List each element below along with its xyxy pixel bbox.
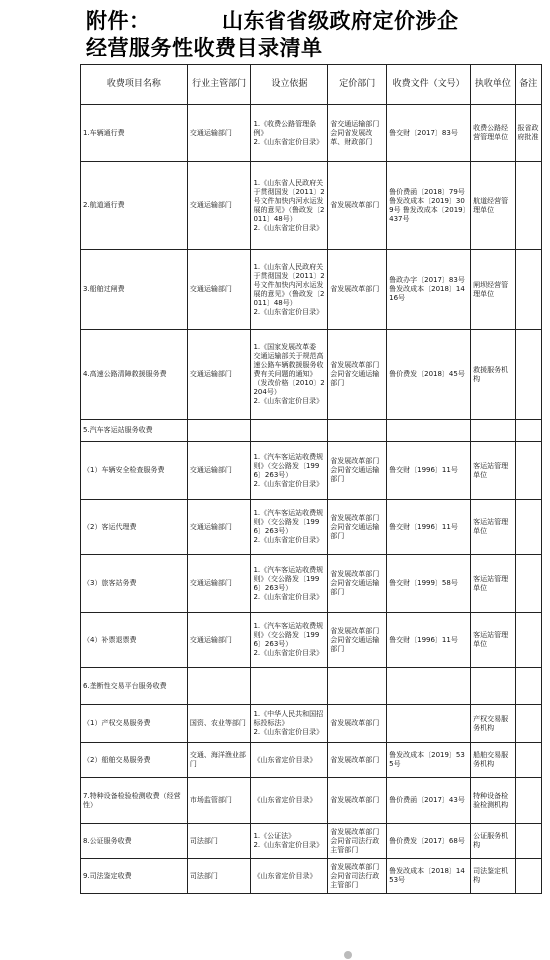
basis-cell — [251, 743, 328, 778]
header-cell: 执收单位 — [471, 65, 515, 105]
basis-line: 1.《山东省人民政府关于贯彻国发〔2011〕2号文件加快内河水运发展的意见》（鲁政发〔2011〕48号） — [253, 178, 325, 223]
department-cell: 司法部门 — [187, 824, 251, 859]
pricing-dept-cell: 省发展改革部门 — [328, 250, 387, 330]
basis-line: 1.《汽车客运站收费规则》（交公路发〔1996〕263号） — [253, 509, 324, 535]
empty-cell — [328, 668, 387, 705]
empty-cell — [328, 420, 387, 442]
basis-line: 1.《国家发展改革委 交通运输部关于规范高速公路车辆救援服务收费有关问题的通知》（发改价格〔2010〕2204号） — [253, 343, 325, 396]
pricing-dept-cell: 省发展改革部门 — [328, 705, 387, 743]
basis-cell — [251, 330, 328, 420]
basis-cell — [251, 613, 328, 668]
note-cell — [515, 824, 541, 859]
item-name-cell: 3.船舶过闸费 — [81, 250, 188, 330]
table-row — [81, 500, 542, 555]
department-cell: 市场监管部门 — [187, 778, 251, 824]
fee-document-cell: 鲁价费函〔2018〕79号 鲁发改成本〔2019〕309号 鲁发改成本〔2019〕437号 — [387, 162, 471, 250]
item-name-cell: 7.特种设备检验检测收费（经营性） — [81, 778, 188, 824]
item-name-cell: 9.司法鉴定收费 — [81, 859, 188, 894]
basis-cell — [251, 824, 328, 859]
header-cell: 收费项目名称 — [81, 65, 188, 105]
empty-cell — [387, 420, 471, 442]
header-row — [81, 65, 542, 105]
department-cell: 交通运输部门 — [187, 105, 251, 162]
fee-catalog-table — [80, 64, 542, 894]
note-cell — [515, 330, 541, 420]
collecting-unit-cell: 航道经营管理单位 — [471, 162, 515, 250]
note-cell — [515, 500, 541, 555]
basis-cell — [251, 778, 328, 824]
table-row — [81, 330, 542, 420]
fee-document-cell: 鲁发改成本〔2019〕535号 — [387, 743, 471, 778]
header-cell: 备注 — [515, 65, 541, 105]
table-row — [81, 250, 542, 330]
basis-cell — [251, 705, 328, 743]
basis-line: 1.《汽车客运站收费规则》（交公路发〔1996〕263号） — [253, 622, 324, 648]
basis-line: 《山东省定价目录》 — [253, 796, 317, 804]
department-cell: 交通运输部门 — [187, 555, 251, 613]
basis-line: 1.《中华人民共和国招标投标法》 — [253, 710, 324, 727]
item-name-cell: （1）车辆安全检查服务费 — [81, 442, 188, 500]
pricing-dept-cell: 省交通运输部门会同省发展改革、财政部门 — [328, 105, 387, 162]
note-cell: 报省政府批准 — [515, 105, 541, 162]
pricing-dept-cell: 省发展改革部门会同省交通运输部门 — [328, 500, 387, 555]
empty-cell — [187, 668, 251, 705]
table-row — [81, 613, 542, 668]
item-name-cell: 2.航道通行费 — [81, 162, 188, 250]
empty-cell — [187, 420, 251, 442]
collecting-unit-cell: 客运站管理单位 — [471, 613, 515, 668]
pricing-dept-cell: 省发展改革部门会同省交通运输部门 — [328, 330, 387, 420]
basis-line: 《山东省定价目录》 — [253, 755, 317, 764]
fee-document-cell: 鲁交财〔1996〕11号 — [387, 500, 471, 555]
collecting-unit-cell: 司法鉴定机构 — [471, 859, 515, 894]
basis-cell — [251, 250, 328, 330]
section-row — [81, 668, 542, 705]
collecting-unit-cell: 客运站管理单位 — [471, 555, 515, 613]
pricing-dept-cell: 省发展改革部门 — [328, 778, 387, 824]
basis-line: 1.《收费公路管理条例》 — [253, 119, 317, 137]
table-row — [81, 778, 542, 824]
basis-line: 2.《山东省定价目录》 — [253, 649, 324, 657]
note-cell — [515, 743, 541, 778]
header-cell: 设立依据 — [251, 65, 328, 105]
table-row — [81, 162, 542, 250]
collecting-unit-cell: 船舶交易服务机构 — [471, 743, 515, 778]
collecting-unit-cell: 产权交易服务机构 — [471, 705, 515, 743]
header-cell: 收费文件（文号） — [387, 65, 471, 105]
note-cell — [515, 442, 541, 500]
basis-line: 1.《汽车客运站收费规则》（交公路发〔1996〕263号） — [253, 565, 324, 592]
basis-cell — [251, 500, 328, 555]
attachment-label: 附件： — [86, 9, 151, 33]
fee-document-cell: 鲁价费发〔2018〕45号 — [387, 330, 471, 420]
empty-cell — [471, 420, 515, 442]
pricing-dept-cell: 省发展改革部门会同省司法行政主管部门 — [328, 824, 387, 859]
pricing-dept-cell: 省发展改革部门会同省交通运输部门 — [328, 613, 387, 668]
basis-cell — [251, 442, 328, 500]
basis-line: 1.《公证法》 — [253, 832, 296, 840]
basis-line: 《山东省定价目录》 — [253, 871, 317, 880]
pricing-dept-cell: 省发展改革部门会同省交通运输部门 — [328, 442, 387, 500]
section-title: 6.垄断性交易平台服务收费 — [81, 668, 188, 705]
note-cell — [515, 162, 541, 250]
table-row — [81, 442, 542, 500]
basis-line: 2.《山东省定价目录》 — [253, 397, 324, 405]
item-name-cell: （3）旅客站务费 — [81, 555, 188, 613]
item-name-cell: 1.车辆通行费 — [81, 105, 188, 162]
collecting-unit-cell: 客运站管理单位 — [471, 500, 515, 555]
basis-line: 2.《山东省定价目录》 — [253, 223, 324, 232]
item-name-cell: （2）客运代理费 — [81, 500, 188, 555]
empty-cell — [251, 668, 328, 705]
title-line-1: 山东省省级政府定价涉企 — [222, 9, 459, 33]
page-indicator-dot — [344, 951, 352, 959]
empty-cell — [387, 668, 471, 705]
fee-document-cell: 鲁价费发〔2017〕68号 — [387, 824, 471, 859]
department-cell: 交通运输部门 — [187, 442, 251, 500]
basis-line: 2.《山东省定价目录》 — [253, 536, 324, 544]
fee-document-cell: 鲁交财〔1999〕58号 — [387, 555, 471, 613]
basis-cell — [251, 162, 328, 250]
basis-line: 2.《山东省定价目录》 — [253, 841, 324, 849]
fee-document-cell: 鲁交财〔1996〕11号 — [387, 613, 471, 668]
section-title: 5.汽车客运站服务收费 — [81, 420, 188, 442]
collecting-unit-cell: 救援服务机构 — [471, 330, 515, 420]
item-name-cell: （2）船舶交易服务费 — [81, 743, 188, 778]
item-name-cell: （1）产权交易服务费 — [81, 705, 188, 743]
empty-cell — [515, 668, 541, 705]
basis-cell — [251, 105, 328, 162]
pricing-dept-cell: 省发展改革部门 — [328, 743, 387, 778]
fee-document-cell: 鲁价费函〔2017〕43号 — [387, 778, 471, 824]
collecting-unit-cell: 收费公路经营管理单位 — [471, 105, 515, 162]
fee-document-cell: 鲁发改成本〔2018〕1453号 — [387, 859, 471, 894]
department-cell: 交通运输部门 — [187, 613, 251, 668]
pricing-dept-cell: 省发展改革部门 — [328, 162, 387, 250]
basis-line: 2.《山东省定价目录》 — [253, 307, 324, 316]
note-cell — [515, 859, 541, 894]
table-row — [81, 743, 542, 778]
empty-cell — [251, 420, 328, 442]
section-row — [81, 420, 542, 442]
basis-cell — [251, 859, 328, 894]
empty-cell — [471, 668, 515, 705]
basis-line: 2.《山东省定价目录》 — [253, 479, 324, 488]
table-row — [81, 824, 542, 859]
note-cell — [515, 778, 541, 824]
basis-cell — [251, 555, 328, 613]
pricing-dept-cell: 省发展改革部门会同省交通运输部门 — [328, 555, 387, 613]
header-cell: 行业主管部门 — [187, 65, 251, 105]
title-line-2: 经营服务性收费目录清单 — [86, 36, 323, 60]
department-cell: 司法部门 — [187, 859, 251, 894]
table-row — [81, 859, 542, 894]
note-cell — [515, 705, 541, 743]
department-cell: 国资、农业等部门 — [187, 705, 251, 743]
fee-document-cell: 鲁交财〔1996〕11号 — [387, 442, 471, 500]
item-name-cell: 8.公证服务收费 — [81, 824, 188, 859]
fee-document-cell: 鲁政办字〔2017〕83号 鲁发改成本〔2018〕1416号 — [387, 250, 471, 330]
pricing-dept-cell: 省发展改革部门会同省司法行政主管部门 — [328, 859, 387, 894]
header-cell: 定价部门 — [328, 65, 387, 105]
note-cell — [515, 555, 541, 613]
collecting-unit-cell: 闸坝经营管理单位 — [471, 250, 515, 330]
document-title — [86, 8, 546, 62]
basis-line: 1.《山东省人民政府关于贯彻国发〔2011〕2号文件加快内河水运发展的意见》（鲁政发〔2011〕48号） — [253, 262, 325, 307]
table-row — [81, 105, 542, 162]
item-name-cell: 4.高速公路清障救援服务费 — [81, 330, 188, 420]
collecting-unit-cell: 公证服务机构 — [471, 824, 515, 859]
table-row — [81, 705, 542, 743]
item-name-cell: （4）补票退票费 — [81, 613, 188, 668]
department-cell: 交通运输部门 — [187, 500, 251, 555]
empty-cell — [515, 420, 541, 442]
fee-document-cell: 鲁交财〔2017〕83号 — [387, 105, 471, 162]
basis-line: 2.《山东省定价目录》 — [253, 137, 324, 146]
collecting-unit-cell: 客运站管理单位 — [471, 442, 515, 500]
basis-line: 1.《汽车客运站收费规则》（交公路发〔1996〕263号） — [253, 452, 324, 479]
fee-document-cell — [387, 705, 471, 743]
department-cell: 交通、海洋渔业部门 — [187, 743, 251, 778]
collecting-unit-cell: 特种设备检验检测机构 — [471, 778, 515, 824]
department-cell: 交通运输部门 — [187, 330, 251, 420]
basis-line: 2.《山东省定价目录》 — [253, 592, 324, 601]
table-row — [81, 555, 542, 613]
note-cell — [515, 250, 541, 330]
note-cell — [515, 613, 541, 668]
basis-line: 2.《山东省定价目录》 — [253, 728, 324, 736]
department-cell: 交通运输部门 — [187, 250, 251, 330]
department-cell: 交通运输部门 — [187, 162, 251, 250]
